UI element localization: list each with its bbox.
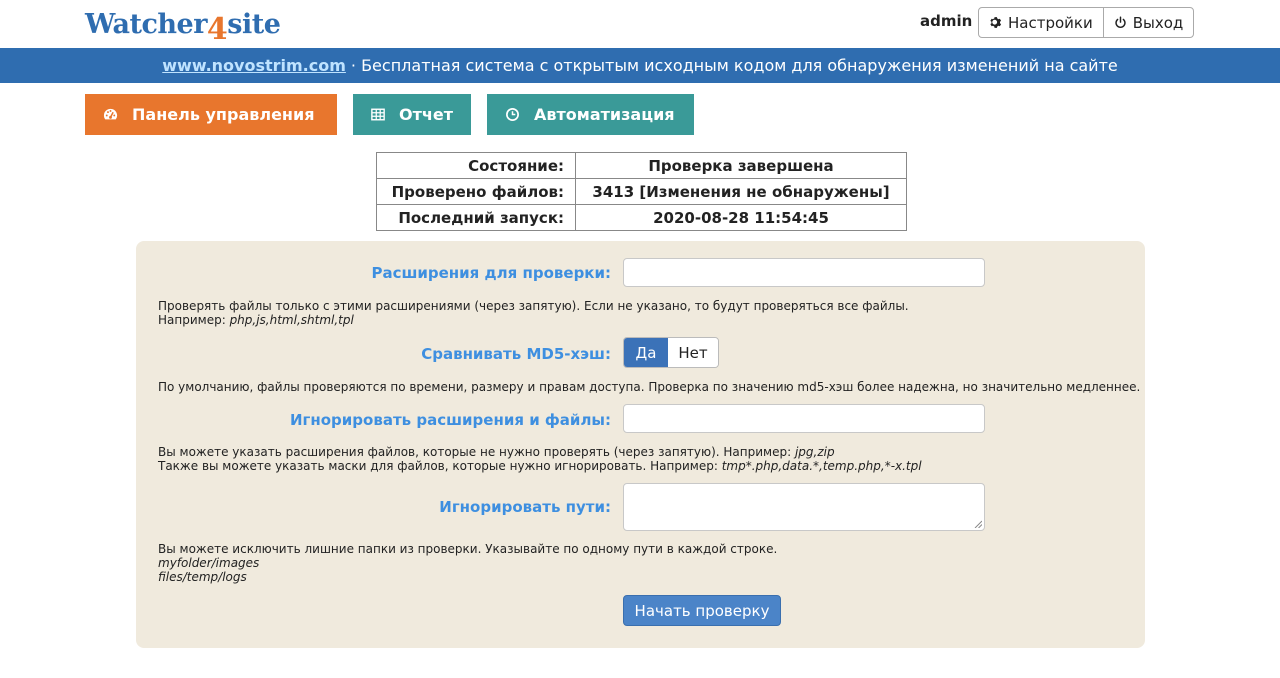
gear-icon [989,16,1002,29]
extensions-help [158,299,909,327]
ignore-help-line [158,445,922,459]
ignore-mask-example: tmp*.php,data.*,temp.php,*-x.tpl [721,459,922,473]
md5-yes-button[interactable]: Да [624,338,668,367]
last-run-value: 2020-08-28 11:54:45 [576,205,907,231]
md5-help: По умолчанию, файлы проверяются по времени, размеру и правам доступа. Проверка по значению md5-хэш более надежна, но значительно медленнее. [158,380,1141,394]
banner-text: · Бесплатная система с открытым исходным кодом для обнаружения изменений на сайте [350,56,1118,75]
extensions-input[interactable] [623,258,985,287]
tab-dashboard-label: Панель управления [132,105,315,124]
info-banner [0,48,1280,83]
username: admin [920,12,973,30]
ignore-paths-textarea[interactable] [623,483,985,531]
logo-text-site: site [227,9,281,40]
tab-automation-label: Автоматизация [534,105,675,124]
files-checked-key: Проверено файлов: [377,179,576,205]
main-nav [85,94,694,135]
ignore-files-input[interactable] [623,404,985,433]
novostrim-link[interactable]: www.novostrim.com [162,56,346,75]
table-row [377,205,907,231]
status-table [376,152,907,231]
tab-report-label: Отчет [399,105,453,124]
ignore-paths-label: Игнорировать пути: [439,498,611,516]
md5-label: Сравнивать MD5-хэш: [421,345,611,363]
extensions-help-line: Проверять файлы только с этими расширениями (через запятую). Если не указано, то будут проверяться все файлы. [158,299,909,313]
paths-example-2 [158,570,777,584]
ignore-help-prefix: Вы можете указать расширения файлов, которые не нужно проверять (через запятую). Например: [158,445,795,459]
md5-toggle [623,337,719,368]
settings-button[interactable] [979,8,1103,37]
clock-icon [505,107,520,122]
extensions-example-line [158,313,909,327]
logo-text-four: 4 [206,12,228,47]
status-key: Состояние: [377,153,576,179]
logout-label: Выход [1132,13,1184,32]
paths-help-line: Вы можете исключить лишние папки из проверки. Указывайте по одному пути в каждой строке. [158,542,778,556]
ignore-paths-help [158,542,777,584]
status-value: Проверка завершена [576,153,907,179]
header [0,0,1280,48]
last-run-key: Последний запуск: [377,205,576,231]
settings-label: Настройки [1008,13,1093,32]
table-row [377,153,907,179]
paths-example-1-text: myfolder/images [158,556,260,570]
ignore-mask-prefix: Также вы можете указать маски для файлов, которые нужно игнорировать. Например: [158,459,722,473]
files-checked-value: 3413 [Изменения не обнаружены] [576,179,907,205]
start-check-button[interactable]: Начать проверку [623,595,781,626]
ignore-files-help [158,445,922,473]
logo-text-watcher: Watcher [85,9,207,40]
header-actions [978,7,1194,38]
example-value: php,js,html,shtml,tpl [229,313,354,327]
tab-automation[interactable] [487,94,694,135]
ignore-help-example: jpg,zip [794,445,835,459]
ignore-mask-line [158,459,922,473]
paths-example-1 [158,556,777,570]
table-icon [371,107,385,122]
settings-form [136,241,1145,648]
logout-button[interactable] [1103,8,1194,37]
logo[interactable] [85,6,281,47]
md5-no-button[interactable]: Нет [668,338,718,367]
ignore-files-label: Игнорировать расширения и файлы: [290,411,611,429]
power-icon [1114,16,1127,29]
dashboard-gauge-icon [103,107,118,122]
paths-example-2-text: files/temp/logs [158,570,247,584]
table-row [377,179,907,205]
extensions-label: Расширения для проверки: [371,264,611,282]
tab-report[interactable] [353,94,471,135]
resize-handle-icon[interactable] [974,520,982,528]
tab-dashboard[interactable] [85,94,337,135]
example-prefix: Например: [158,313,230,327]
